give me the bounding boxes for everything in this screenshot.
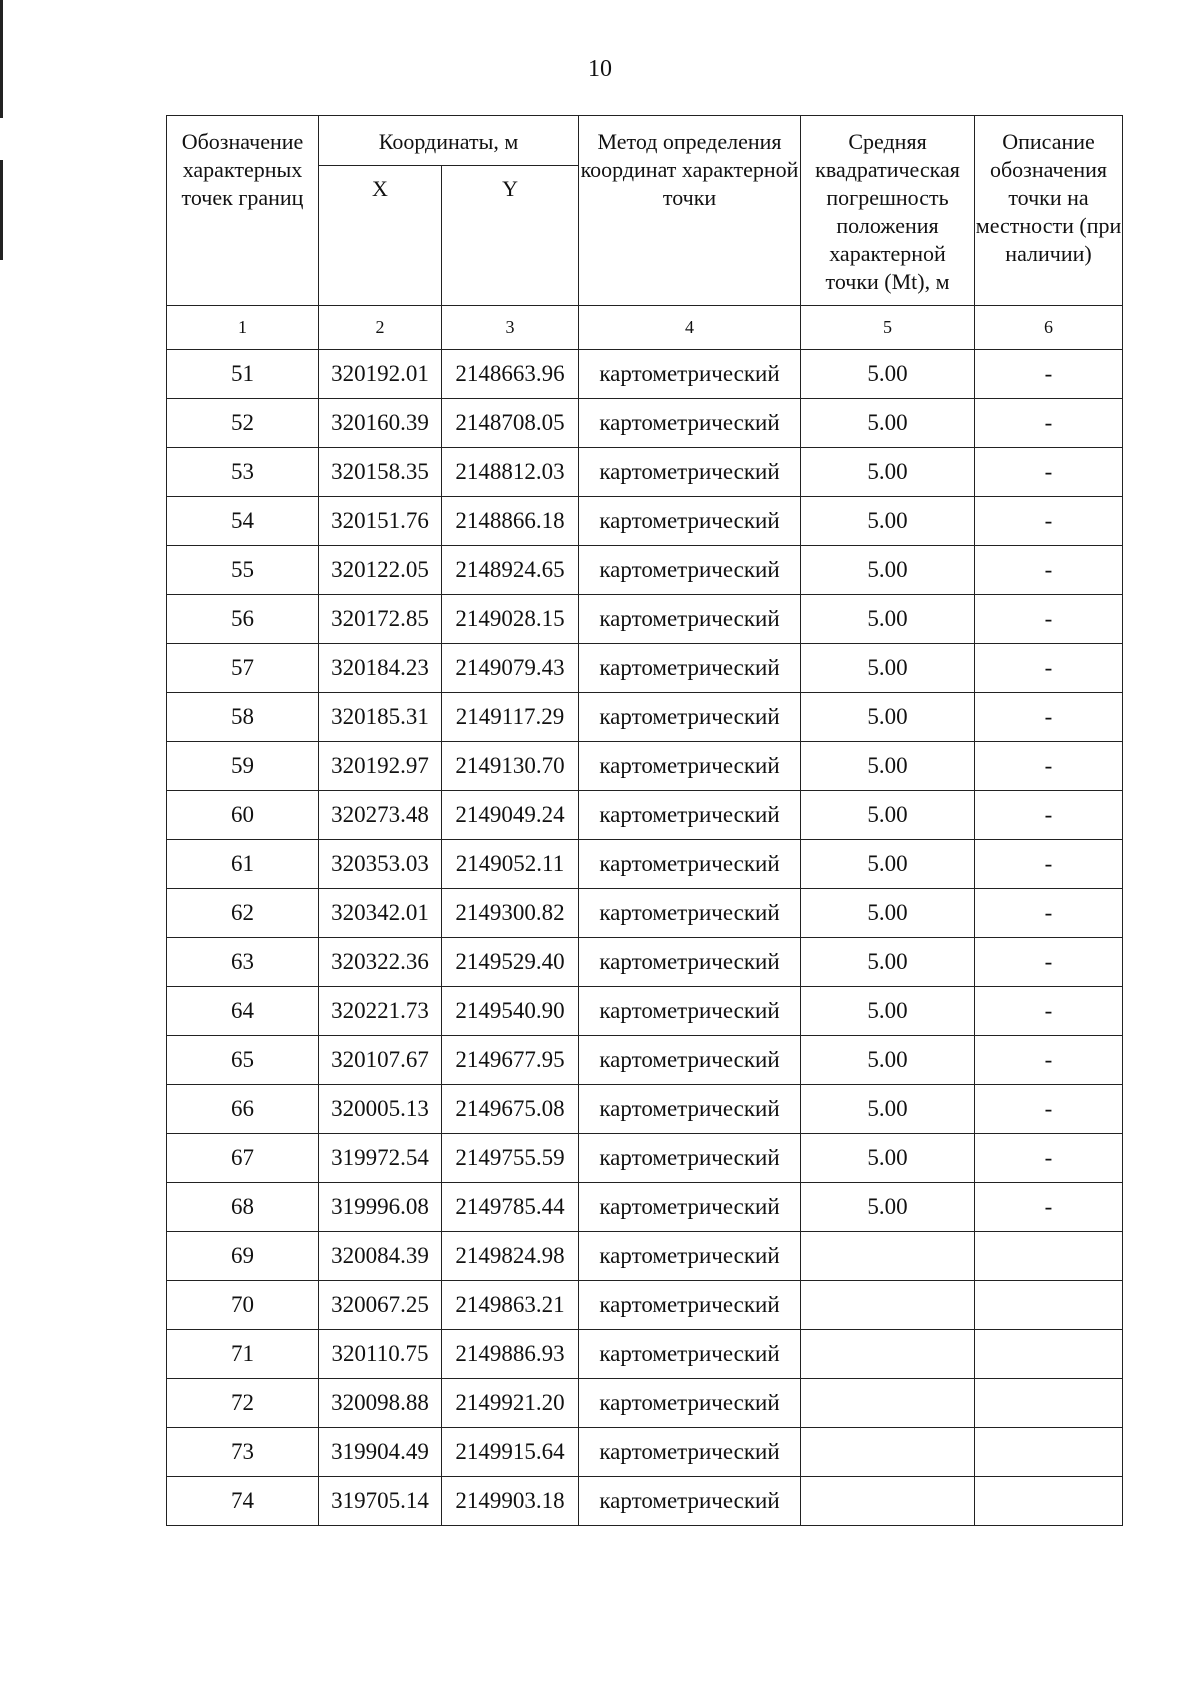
header-y: Y bbox=[442, 166, 579, 306]
cell-description: - bbox=[975, 595, 1123, 644]
cell-x: 320273.48 bbox=[319, 791, 442, 840]
cell-point: 68 bbox=[167, 1183, 319, 1232]
cell-error: 5.00 bbox=[801, 1036, 975, 1085]
cell-point: 62 bbox=[167, 889, 319, 938]
cell-point: 56 bbox=[167, 595, 319, 644]
cell-description bbox=[975, 1379, 1123, 1428]
cell-y: 2149529.40 bbox=[442, 938, 579, 987]
table-row bbox=[167, 644, 1123, 693]
cell-x: 320192.01 bbox=[319, 350, 442, 399]
table-row bbox=[167, 840, 1123, 889]
cell-y: 2148866.18 bbox=[442, 497, 579, 546]
cell-description: - bbox=[975, 987, 1123, 1036]
cell-error: 5.00 bbox=[801, 791, 975, 840]
cell-point: 67 bbox=[167, 1134, 319, 1183]
cell-description: - bbox=[975, 1183, 1123, 1232]
table-row bbox=[167, 791, 1123, 840]
table-row bbox=[167, 1330, 1123, 1379]
cell-x: 319996.08 bbox=[319, 1183, 442, 1232]
cell-point: 61 bbox=[167, 840, 319, 889]
column-number: 1 bbox=[167, 306, 319, 350]
column-number: 3 bbox=[442, 306, 579, 350]
cell-y: 2148924.65 bbox=[442, 546, 579, 595]
cell-method: картометрический bbox=[579, 840, 801, 889]
cell-description: - bbox=[975, 1085, 1123, 1134]
cell-x: 320342.01 bbox=[319, 889, 442, 938]
cell-point: 71 bbox=[167, 1330, 319, 1379]
cell-y: 2149130.70 bbox=[442, 742, 579, 791]
cell-error: 5.00 bbox=[801, 889, 975, 938]
table-row bbox=[167, 1183, 1123, 1232]
cell-x: 320322.36 bbox=[319, 938, 442, 987]
cell-y: 2149886.93 bbox=[442, 1330, 579, 1379]
cell-method: картометрический bbox=[579, 1232, 801, 1281]
cell-error: 5.00 bbox=[801, 840, 975, 889]
cell-point: 66 bbox=[167, 1085, 319, 1134]
cell-x: 320110.75 bbox=[319, 1330, 442, 1379]
cell-error bbox=[801, 1428, 975, 1477]
cell-y: 2149675.08 bbox=[442, 1085, 579, 1134]
cell-x: 320067.25 bbox=[319, 1281, 442, 1330]
cell-error: 5.00 bbox=[801, 595, 975, 644]
cell-method: картометрический bbox=[579, 1330, 801, 1379]
cell-method: картометрический bbox=[579, 1085, 801, 1134]
cell-y: 2149755.59 bbox=[442, 1134, 579, 1183]
cell-method: картометрический bbox=[579, 546, 801, 595]
cell-description: - bbox=[975, 546, 1123, 595]
table-row bbox=[167, 1085, 1123, 1134]
cell-y: 2149915.64 bbox=[442, 1428, 579, 1477]
table-row bbox=[167, 448, 1123, 497]
cell-error: 5.00 bbox=[801, 693, 975, 742]
cell-method: картометрический bbox=[579, 497, 801, 546]
cell-y: 2149049.24 bbox=[442, 791, 579, 840]
cell-x: 320185.31 bbox=[319, 693, 442, 742]
cell-point: 53 bbox=[167, 448, 319, 497]
cell-y: 2148663.96 bbox=[442, 350, 579, 399]
cell-error: 5.00 bbox=[801, 742, 975, 791]
table-row bbox=[167, 693, 1123, 742]
column-number: 6 bbox=[975, 306, 1123, 350]
cell-point: 72 bbox=[167, 1379, 319, 1428]
cell-method: картометрический bbox=[579, 742, 801, 791]
cell-point: 58 bbox=[167, 693, 319, 742]
cell-method: картометрический bbox=[579, 1428, 801, 1477]
cell-description: - bbox=[975, 693, 1123, 742]
cell-y: 2149921.20 bbox=[442, 1379, 579, 1428]
cell-y: 2148812.03 bbox=[442, 448, 579, 497]
cell-description bbox=[975, 1428, 1123, 1477]
cell-method: картометрический bbox=[579, 889, 801, 938]
cell-y: 2149117.29 bbox=[442, 693, 579, 742]
cell-description bbox=[975, 1281, 1123, 1330]
cell-error: 5.00 bbox=[801, 644, 975, 693]
cell-error bbox=[801, 1281, 975, 1330]
cell-error: 5.00 bbox=[801, 546, 975, 595]
cell-point: 57 bbox=[167, 644, 319, 693]
cell-point: 52 bbox=[167, 399, 319, 448]
cell-x: 320005.13 bbox=[319, 1085, 442, 1134]
cell-description: - bbox=[975, 448, 1123, 497]
cell-error: 5.00 bbox=[801, 497, 975, 546]
cell-description: - bbox=[975, 742, 1123, 791]
cell-y: 2149300.82 bbox=[442, 889, 579, 938]
cell-error bbox=[801, 1330, 975, 1379]
cell-y: 2149824.98 bbox=[442, 1232, 579, 1281]
table-row bbox=[167, 889, 1123, 938]
cell-description: - bbox=[975, 938, 1123, 987]
cell-description: - bbox=[975, 889, 1123, 938]
table-row bbox=[167, 987, 1123, 1036]
cell-description: - bbox=[975, 1134, 1123, 1183]
cell-method: картометрический bbox=[579, 1379, 801, 1428]
cell-point: 64 bbox=[167, 987, 319, 1036]
cell-y: 2149785.44 bbox=[442, 1183, 579, 1232]
cell-method: картометрический bbox=[579, 1281, 801, 1330]
cell-method: картометрический bbox=[579, 693, 801, 742]
cell-description bbox=[975, 1477, 1123, 1526]
table-row bbox=[167, 1134, 1123, 1183]
table-row bbox=[167, 399, 1123, 448]
cell-description: - bbox=[975, 840, 1123, 889]
table-row bbox=[167, 497, 1123, 546]
cell-point: 59 bbox=[167, 742, 319, 791]
cell-x: 320151.76 bbox=[319, 497, 442, 546]
header-point: Обозначение характерных точек границ bbox=[167, 116, 319, 306]
header-description: Описание обозначения точки на местности (при наличии) bbox=[975, 116, 1123, 306]
cell-method: картометрический bbox=[579, 791, 801, 840]
cell-x: 320184.23 bbox=[319, 644, 442, 693]
boundary-points-table bbox=[166, 115, 1123, 1526]
page-number: 10 bbox=[588, 56, 612, 82]
cell-error: 5.00 bbox=[801, 987, 975, 1036]
cell-y: 2149677.95 bbox=[442, 1036, 579, 1085]
table-row bbox=[167, 1232, 1123, 1281]
cell-method: картометрический bbox=[579, 1477, 801, 1526]
table-row bbox=[167, 1036, 1123, 1085]
cell-x: 319972.54 bbox=[319, 1134, 442, 1183]
column-number: 2 bbox=[319, 306, 442, 350]
cell-point: 70 bbox=[167, 1281, 319, 1330]
table-row bbox=[167, 595, 1123, 644]
cell-description: - bbox=[975, 1036, 1123, 1085]
cell-description: - bbox=[975, 791, 1123, 840]
cell-method: картометрический bbox=[579, 350, 801, 399]
cell-point: 54 bbox=[167, 497, 319, 546]
header-coords: Координаты, м bbox=[319, 116, 579, 166]
cell-x: 320160.39 bbox=[319, 399, 442, 448]
table-row bbox=[167, 742, 1123, 791]
cell-point: 73 bbox=[167, 1428, 319, 1477]
cell-point: 51 bbox=[167, 350, 319, 399]
cell-method: картометрический bbox=[579, 1183, 801, 1232]
cell-x: 320122.05 bbox=[319, 546, 442, 595]
cell-y: 2149903.18 bbox=[442, 1477, 579, 1526]
cell-error: 5.00 bbox=[801, 1134, 975, 1183]
cell-x: 320172.85 bbox=[319, 595, 442, 644]
cell-x: 319904.49 bbox=[319, 1428, 442, 1477]
cell-x: 320084.39 bbox=[319, 1232, 442, 1281]
cell-y: 2149052.11 bbox=[442, 840, 579, 889]
cell-error: 5.00 bbox=[801, 350, 975, 399]
cell-error: 5.00 bbox=[801, 1183, 975, 1232]
page-edge-mark-bottom bbox=[0, 160, 3, 260]
cell-point: 65 bbox=[167, 1036, 319, 1085]
cell-y: 2149028.15 bbox=[442, 595, 579, 644]
cell-y: 2149863.21 bbox=[442, 1281, 579, 1330]
cell-y: 2148708.05 bbox=[442, 399, 579, 448]
cell-x: 320107.67 bbox=[319, 1036, 442, 1085]
table-row bbox=[167, 938, 1123, 987]
cell-method: картометрический bbox=[579, 1036, 801, 1085]
cell-x: 319705.14 bbox=[319, 1477, 442, 1526]
header-x: X bbox=[319, 166, 442, 306]
cell-error: 5.00 bbox=[801, 938, 975, 987]
cell-method: картометрический bbox=[579, 938, 801, 987]
cell-method: картометрический bbox=[579, 399, 801, 448]
cell-error: 5.00 bbox=[801, 399, 975, 448]
table-row bbox=[167, 1379, 1123, 1428]
cell-error bbox=[801, 1477, 975, 1526]
cell-method: картометрический bbox=[579, 595, 801, 644]
table-row bbox=[167, 1428, 1123, 1477]
cell-x: 320353.03 bbox=[319, 840, 442, 889]
table-row bbox=[167, 1477, 1123, 1526]
cell-y: 2149079.43 bbox=[442, 644, 579, 693]
cell-x: 320098.88 bbox=[319, 1379, 442, 1428]
table-row bbox=[167, 546, 1123, 595]
column-number: 4 bbox=[579, 306, 801, 350]
cell-method: картометрический bbox=[579, 644, 801, 693]
cell-method: картометрический bbox=[579, 448, 801, 497]
column-numbers-row bbox=[167, 306, 1123, 350]
table-body bbox=[167, 350, 1123, 1526]
cell-description bbox=[975, 1330, 1123, 1379]
cell-description: - bbox=[975, 350, 1123, 399]
cell-description: - bbox=[975, 497, 1123, 546]
cell-method: картометрический bbox=[579, 987, 801, 1036]
cell-point: 60 bbox=[167, 791, 319, 840]
cell-point: 63 bbox=[167, 938, 319, 987]
cell-x: 320192.97 bbox=[319, 742, 442, 791]
cell-point: 55 bbox=[167, 546, 319, 595]
cell-point: 74 bbox=[167, 1477, 319, 1526]
cell-point: 69 bbox=[167, 1232, 319, 1281]
cell-y: 2149540.90 bbox=[442, 987, 579, 1036]
cell-x: 320221.73 bbox=[319, 987, 442, 1036]
cell-description: - bbox=[975, 644, 1123, 693]
cell-method: картометрический bbox=[579, 1134, 801, 1183]
cell-x: 320158.35 bbox=[319, 448, 442, 497]
cell-description: - bbox=[975, 399, 1123, 448]
cell-error bbox=[801, 1379, 975, 1428]
cell-error: 5.00 bbox=[801, 448, 975, 497]
cell-description bbox=[975, 1232, 1123, 1281]
column-number: 5 bbox=[801, 306, 975, 350]
header-method: Метод определения координат характерной точки bbox=[579, 116, 801, 306]
table-row bbox=[167, 350, 1123, 399]
cell-error: 5.00 bbox=[801, 1085, 975, 1134]
table-row bbox=[167, 1281, 1123, 1330]
header-error: Средняя квадратическая погрешность положения характерной точки (Mt), м bbox=[801, 116, 975, 306]
cell-error bbox=[801, 1232, 975, 1281]
